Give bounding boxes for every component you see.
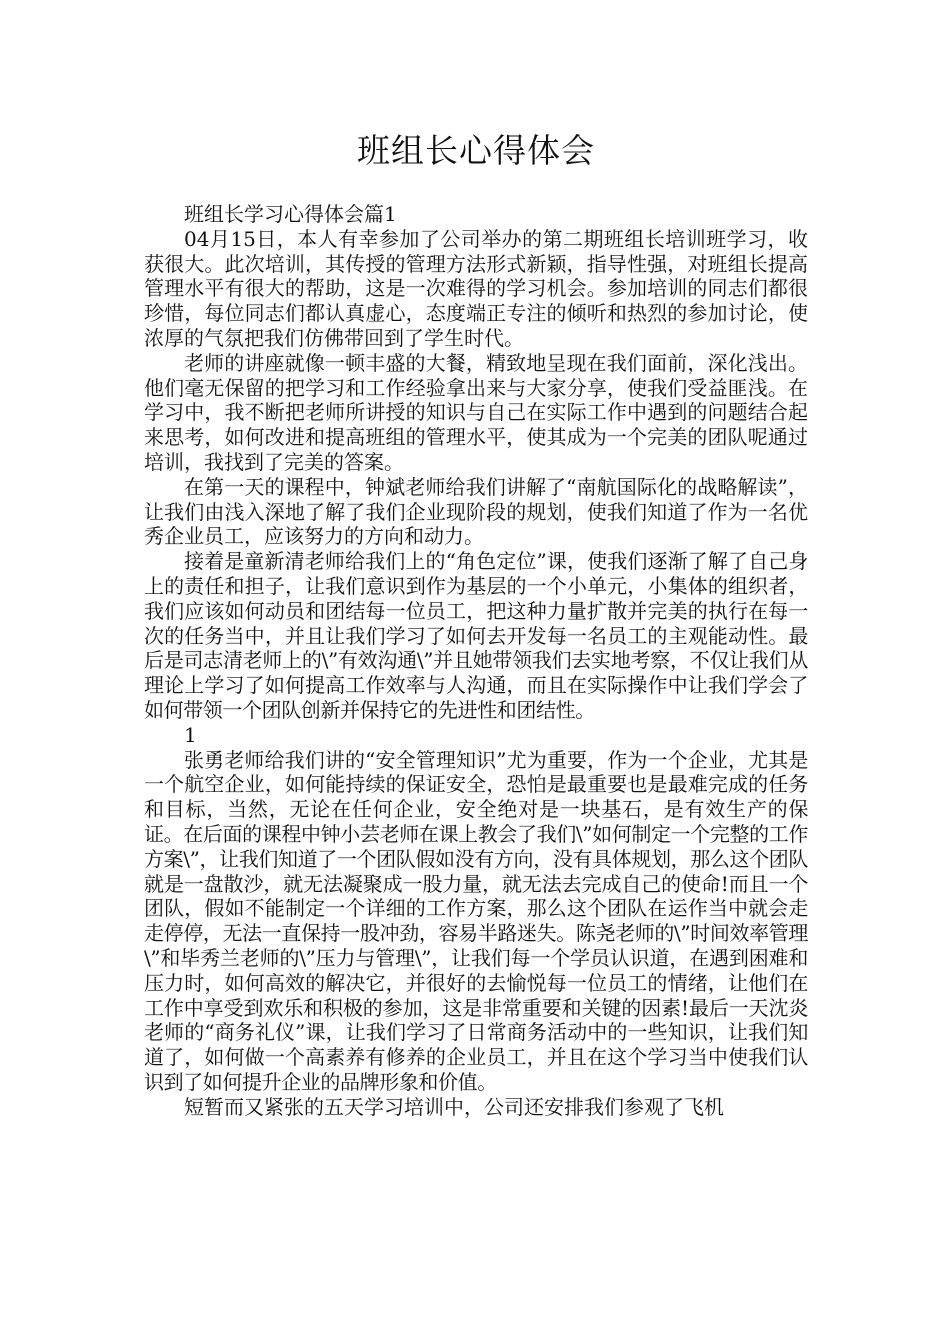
paragraph: 张勇老师给我们讲的“安全管理知识”尤为重要，作为一个企业，尤其是一个航空企业，如何能持续的保证安全，恐怕是最重要也是最难完成的任务和目标，当然，无论在任何企业，安全绝对是一块基石，是有效生产的保证。在后面的课程中钟小芸老师在课上教会了我们\”如何制定一个完整的工作方案\”，让我们知道了一个团队假如没有方向，没有具体规划，那么这个团队就是一盘散沙，就无法凝聚成一股力量，就无法去完成自己的使命!而且一个团队，假如不能制定一个详细的工作方案，那么这个团队在运作当中就会走走停停，无法一直保持一股冲劲，容易半路迷失。陈尧老师的\”时间效率管理\”和毕秀兰老师的\”压力与管理\”，让我们每一个学员认识道，在遇到困难和压力时，如何高效的解决它，并很好的去愉悦每一位员工的情绪，让他们在工作中享受到欢乐和积极的参加，这是非常重要和关键的因素!最后一天沈炎老师的“商务礼仪”课，让我们学习了日常商务活动中的一些知识，让我们知道了，如何做一个高素养有修养的企业员工，并且在这个学习当中使我们认识到了如何提升企业的品牌形象和价值。 — [144, 747, 808, 1094]
document-title: 班组长心得体会 — [357, 131, 595, 170]
paragraph: 04月15日，本人有幸参加了公司举办的第二期班组长培训班学习，收获很大。此次培训，其传授的管理方法形式新颖，指导性强，对班组长提高管理水平有很大的帮助，这是一次难得的学习机会。参加培训的同志们都很珍惜，每位同志们都认真虚心，态度端正专注的倾听和热烈的参加讨论，使浓厚的气氛把我们仿佛带回到了学生时代。 — [144, 226, 808, 350]
page-number-marker: 1 — [184, 722, 197, 747]
document-page — [144, 0, 808, 1344]
document-body — [144, 202, 808, 1119]
paragraph: 短暂而又紧张的五天学习培训中，公司还安排我们参观了飞机 — [184, 1094, 724, 1119]
section-heading: 班组长学习心得体会篇1 — [184, 202, 397, 226]
paragraph: 老师的讲座就像一顿丰盛的大餐，精致地呈现在我们面前，深化浅出。他们毫无保留的把学习和工作经验拿出来与大家分享，使我们受益匪浅。在学习中，我不断把老师所讲授的知识与自己在实际工作中遇到的问题结合起来思考，如何改进和提高班组的管理水平，使其成为一个完美的团队呢通过培训，我找到了完美的答案。 — [144, 350, 808, 474]
paragraph: 在第一天的课程中，钟斌老师给我们讲解了“南航国际化的战略解读”，让我们由浅入深地了解了我们企业现阶段的规划，使我们知道了作为一名优秀企业员工，应该努力的方向和动力。 — [144, 474, 808, 549]
paragraph: 接着是童新清老师给我们上的“角色定位”课，使我们逐渐了解了自己身上的责任和担子，让我们意识到作为基层的一个小单元，小集体的组织者，我们应该如何动员和团结每一位员工，把这种力量扩散并完美的执行在每一次的任务当中，并且让我们学习了如何去开发每一名员工的主观能动性。最后是司志清老师上的\”有效沟通\”并且她带领我们去实地考察，不仅让我们从理论上学习了如何提高工作效率与人沟通，而且在实际操作中让我们学会了如何带领一个团队创新并保持它的先进性和团结性。 — [144, 549, 808, 722]
